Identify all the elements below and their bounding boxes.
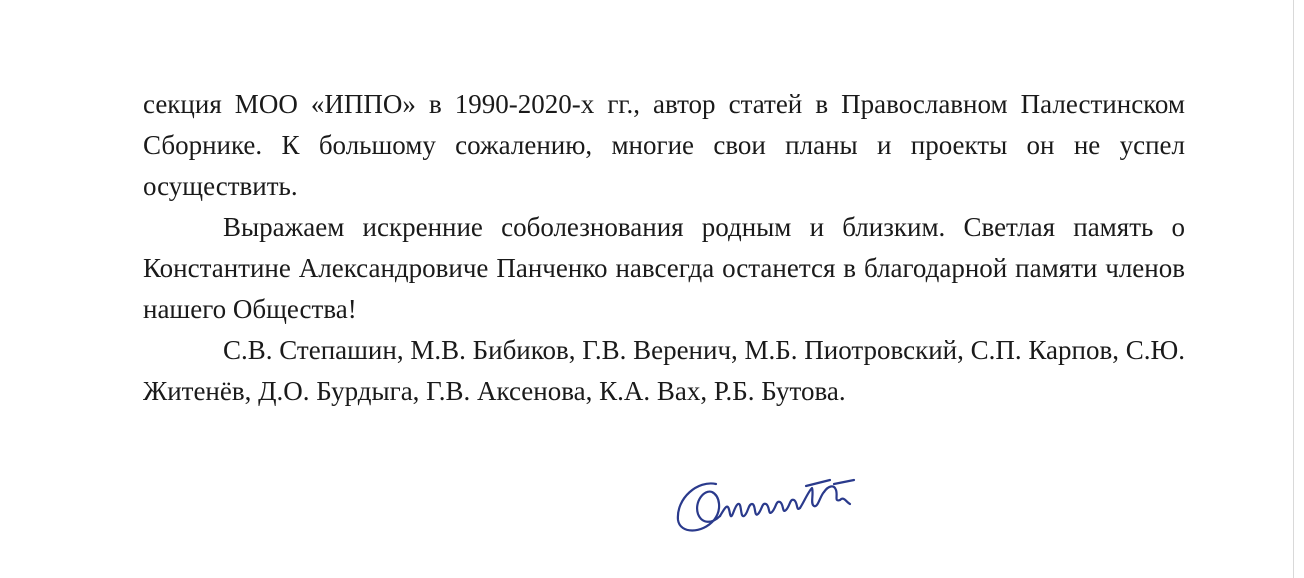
paragraph-condolences: Выражаем искренние соболезнования родным и близким. Светлая память о Константине Александровиче Панченко навсегда останется в благодарной памяти членов нашего Общества!: [143, 212, 1185, 324]
paragraph-signatories: С.В. Степашин, М.В. Бибиков, Г.В. Веренич, М.Б. Пиотровский, С.П. Карпов, С.Ю. Житенёв, Д.О. Бурдыга, Г.В. Аксенова, К.А. Вах, Р.Б. Бутова.: [143, 335, 1185, 406]
document-body: [143, 84, 1185, 412]
handwritten-signature: [668, 462, 868, 542]
paragraph-continuation: секция МОО «ИППО» в 1990-2020-х гг., автор статей в Православном Палестинском Сборнике. К большому сожалению, многие свои планы и проекты он не успел осуществить.: [143, 89, 1185, 201]
page-edge-divider: [1293, 0, 1294, 578]
